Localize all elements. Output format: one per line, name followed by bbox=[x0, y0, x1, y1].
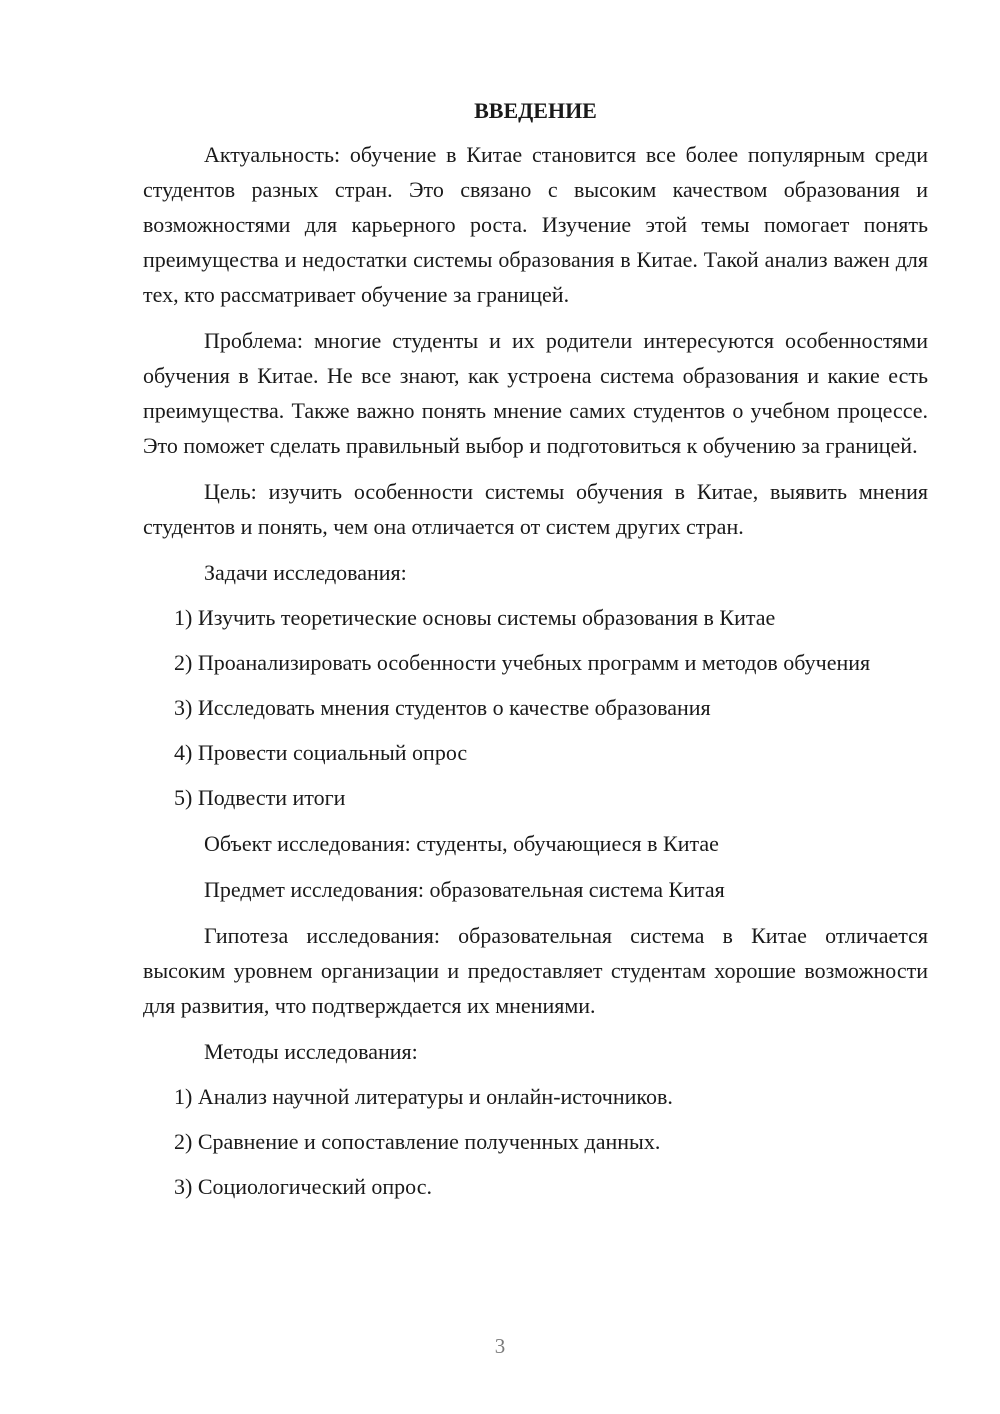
task-item-4: 4) Провести социальный опрос bbox=[174, 740, 468, 765]
paragraph-problem: Проблема: многие студенты и их родители интересуются особенностями обучения в Китае. Не все знают, как устроена система образования и какие есть преимущества. Также важно понять мнение самих студентов о учебном процессе. Это поможет сделать правильный выбор и подготовиться к обучению за границей. bbox=[143, 328, 928, 458]
paragraph-object: Объект исследования: студенты, обучающиеся в Китае bbox=[204, 831, 719, 856]
method-item-1: 1) Анализ научной литературы и онлайн-источников. bbox=[174, 1084, 673, 1109]
method-item-3: 3) Социологический опрос. bbox=[174, 1174, 432, 1199]
task-item-2: 2) Проанализировать особенности учебных программ и методов обучения bbox=[174, 650, 871, 675]
task-item-3: 3) Исследовать мнения студентов о качестве образования bbox=[174, 695, 711, 720]
paragraph-goal: Цель: изучить особенности системы обучения в Китае, выявить мнения студентов и понять, чем она отличается от систем других стран. bbox=[143, 479, 928, 539]
methods-heading: Методы исследования: bbox=[204, 1039, 418, 1064]
tasks-heading: Задачи исследования: bbox=[204, 560, 407, 585]
paragraph-hypothesis: Гипотеза исследования: образовательная система в Китае отличается высоким уровнем организации и предоставляет студентам хорошие возможности для развития, что подтверждается их мнениями. bbox=[143, 923, 928, 1018]
paragraph-subject: Предмет исследования: образовательная система Китая bbox=[204, 877, 725, 902]
task-item-5: 5) Подвести итоги bbox=[174, 785, 346, 810]
page-number: 3 bbox=[494, 1334, 506, 1358]
paragraph-relevance: Актуальность: обучение в Китае становится все более популярным среди студентов разных стран. Это связано с высоким качеством образования и возможностями для карьерного роста. Изучение этой темы помогает понять преимущества и недостатки системы образования в Китае. Такой анализ важен для тех, кто рассматривает обучение за границей. bbox=[143, 142, 928, 307]
task-item-1: 1) Изучить теоретические основы системы образования в Китае bbox=[174, 605, 776, 630]
method-item-2: 2) Сравнение и сопоставление полученных данных. bbox=[174, 1129, 661, 1154]
page-content bbox=[143, 98, 928, 1204]
section-title: ВВЕДЕНИЕ bbox=[474, 98, 597, 123]
